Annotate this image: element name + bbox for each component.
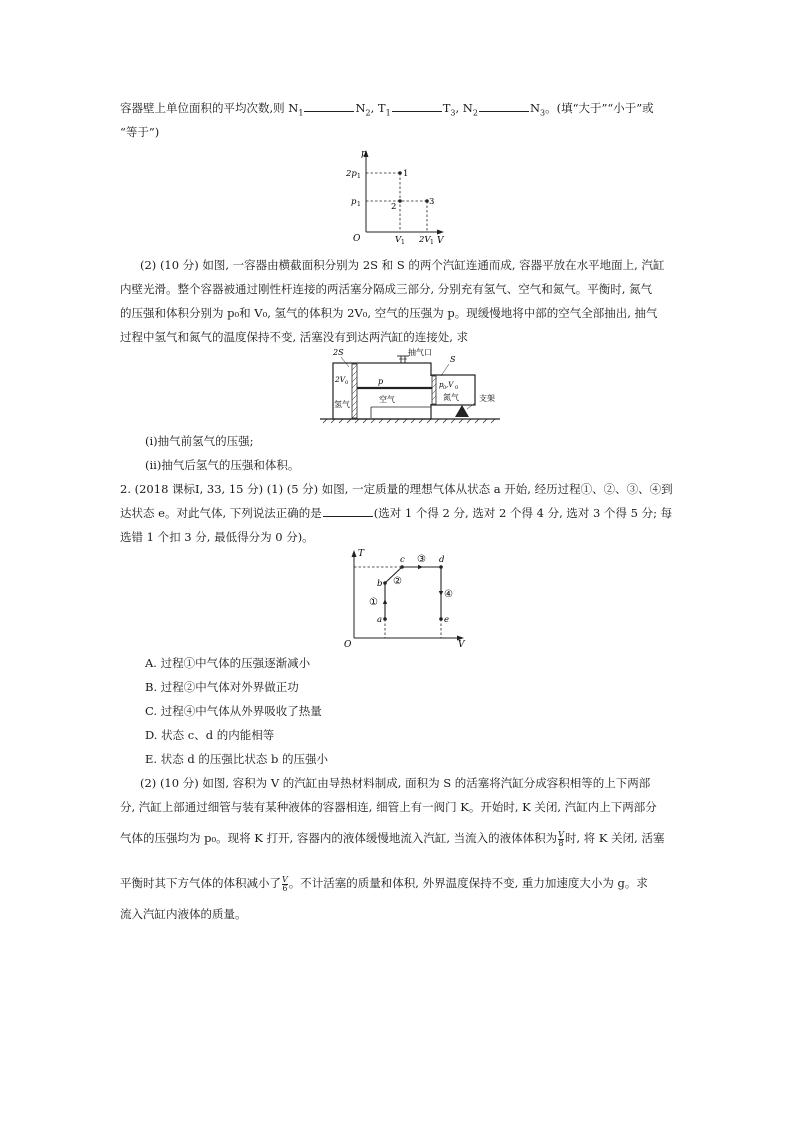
q1-sub-ii: (ⅱ)抽气后氢气的压强和体积。 [145, 458, 300, 472]
q2-line-2 [120, 505, 672, 521]
lead-line-2: “等于”) [120, 125, 160, 139]
y-arrow [352, 550, 357, 557]
lead-text: 。(填“大于”“小于”或 [545, 101, 654, 115]
x-axis-label: V [437, 236, 444, 246]
tick-sub: 1 [357, 173, 361, 180]
tick-2v1: 2V [419, 235, 431, 245]
answer-blank-1[interactable] [304, 100, 354, 112]
stand [455, 405, 469, 417]
origin-label: O [344, 640, 352, 650]
q1-2-line-1: (2) (10 分) 如图, 一容器由横截面积分别为 2S 和 S 的两个汽缸连通而成, 容器平放在水平地面上, 汽缸 [140, 258, 665, 272]
lead-text: T [442, 101, 451, 115]
q2-2-line-1: (2) (10 分) 如图, 容积为 V 的汽缸由导热材料制成, 面积为 S 的活塞将汽缸分成容积相等的上下两部 [140, 776, 651, 790]
sub: 3 [540, 108, 546, 118]
fraction-v-6 [282, 876, 288, 893]
tick-sub: 1 [401, 239, 405, 246]
origin-label: O [353, 234, 361, 244]
label-sub: 0 [455, 385, 459, 391]
tv-diagram [340, 546, 470, 650]
q2-2-line-3 [120, 830, 664, 848]
pv-diagram [340, 146, 450, 246]
label-sub: 0 [443, 385, 447, 391]
q2-2-text: 平衡时其下方气体的体积减小了 [120, 876, 281, 890]
q2-2-text: 气体的压强均为 p₀。现将 K 打开, 容器内的液体缓慢地流入汽缸, 当流入的液体体积为 [120, 831, 558, 845]
tick-2p1: 2p [346, 169, 357, 179]
label-d: d [439, 555, 445, 565]
label-c: c [400, 555, 405, 565]
frac-num: V [282, 874, 288, 884]
tick-v1: V [395, 235, 402, 245]
lead-text: , N [455, 101, 473, 115]
label-p: p [378, 377, 384, 386]
point-label-1: 1 [403, 169, 409, 179]
y-axis-label: p [361, 149, 367, 159]
state-e [439, 617, 443, 621]
state-point-1 [398, 171, 402, 175]
container-diagram [315, 345, 505, 425]
option-b[interactable]: B. 过程②中气体对外界做正功 [145, 680, 299, 694]
answer-blank-4[interactable] [323, 505, 373, 517]
frac-den: 8 [558, 838, 564, 848]
q2-line-3: 选错 1 个扣 3 分, 最低得分为 0 分)。 [120, 530, 314, 544]
q2-line-1: 2. (2018 课标Ⅰ, 33, 15 分) (1) (5 分) 如图, 一定质量的理想气体从状态 a 开始, 经历过程①、②、③、④到 [120, 482, 673, 496]
label-s: S [450, 355, 456, 364]
label-process-1: ① [369, 597, 378, 608]
state-d [439, 565, 443, 569]
q2-2-line-4 [120, 875, 648, 893]
label-process-3: ③ [417, 554, 426, 565]
tick-sub: 1 [430, 239, 434, 246]
tick-sub: 1 [357, 201, 361, 208]
x-axis-label: V [458, 640, 465, 650]
label-a: a [377, 615, 383, 625]
sub: 2 [365, 108, 371, 118]
label-p0: p [439, 381, 444, 389]
frac-num: V [558, 829, 564, 839]
label-outlet: 抽气口 [408, 348, 432, 357]
q2-2-text: 。不计活塞的质量和体积, 外界温度保持不变, 重力加速度大小为 g。求 [288, 876, 648, 890]
lead-text: 容器壁上单位面积的平均次数,则 N [120, 101, 299, 115]
q2-2-line-5: 流入汽缸内液体的质量。 [120, 907, 247, 921]
label-nitrogen: 氮气 [443, 393, 459, 402]
label-e: e [444, 615, 450, 625]
option-d[interactable]: D. 状态 c、d 的内能相等 [145, 728, 275, 742]
option-e[interactable]: E. 状态 d 的压强比状态 b 的压强小 [145, 752, 329, 766]
ground-hatch [323, 419, 495, 423]
state-a [383, 617, 387, 621]
lead-text: , T [370, 101, 386, 115]
label-2v0: 2V [335, 375, 346, 384]
lead-line-1 [120, 100, 654, 121]
label-2s: 2S [333, 348, 344, 357]
sub: 1 [298, 108, 304, 118]
label-air: 空气 [379, 395, 395, 404]
y-axis-label: T [358, 549, 365, 559]
option-a[interactable]: A. 过程①中气体的压强逐渐减小 [145, 656, 311, 670]
frac-den: 6 [282, 883, 288, 893]
point-label-3: 3 [429, 197, 435, 207]
label-sub: 0 [345, 380, 349, 386]
q2-2-text: 时, 将 K 关闭, 活塞 [564, 831, 665, 845]
label-process-2: ② [393, 576, 402, 587]
point-label-2: 2 [391, 202, 397, 212]
large-cylinder [333, 363, 431, 419]
q2-text: (选对 1 个得 2 分, 选对 2 个得 4 分, 选对 3 个得 5 分; 每 [373, 506, 673, 520]
lead-text: N [529, 101, 540, 115]
q2-2-line-2: 分, 汽缸上部通过细管与装有某种液体的容器相连, 细管上有一阀门 K。开始时, K 关闭, 汽缸内上下两部分 [120, 800, 657, 814]
lead-text: N [355, 101, 366, 115]
sub: 2 [472, 108, 478, 118]
fraction-v-8 [558, 831, 564, 848]
state-b [383, 581, 387, 585]
q2-text: 达状态 e。对此气体, 下列说法正确的是 [120, 506, 322, 520]
sub: 1 [385, 108, 391, 118]
label-stand: 支架 [479, 394, 495, 403]
label-v0: ,V [446, 381, 454, 389]
state-point-2 [398, 199, 402, 203]
label-b: b [377, 579, 383, 589]
answer-blank-3[interactable] [479, 100, 529, 112]
label-hydrogen: 氢气 [334, 400, 350, 409]
q1-sub-i: (ⅰ)抽气前氢气的压强; [145, 434, 254, 448]
option-c[interactable]: C. 过程④中气体从外界吸收了热量 [145, 704, 322, 718]
state-c [400, 565, 404, 569]
q1-2-line-3: 的压强和体积分别为 p₀和 V₀, 氢气的体积为 2V₀, 空气的压强为 p。现缓慢地将中部的空气全部抽出, 抽气 [120, 306, 658, 320]
label-process-4: ④ [444, 589, 453, 600]
q1-2-line-4: 过程中氢气和氮气的温度保持不变, 活塞没有到达两汽缸的连接处, 求 [120, 330, 469, 344]
x-arrow [437, 230, 444, 235]
sub: 3 [450, 108, 456, 118]
tick-p1: p [351, 197, 357, 207]
q1-2-line-2: 内壁光滑。整个容器被通过刚性杆连接的两活塞分隔成三部分, 分别充有氢气、空气和氮气。平衡时, 氮气 [120, 282, 653, 296]
answer-blank-2[interactable] [392, 100, 442, 112]
